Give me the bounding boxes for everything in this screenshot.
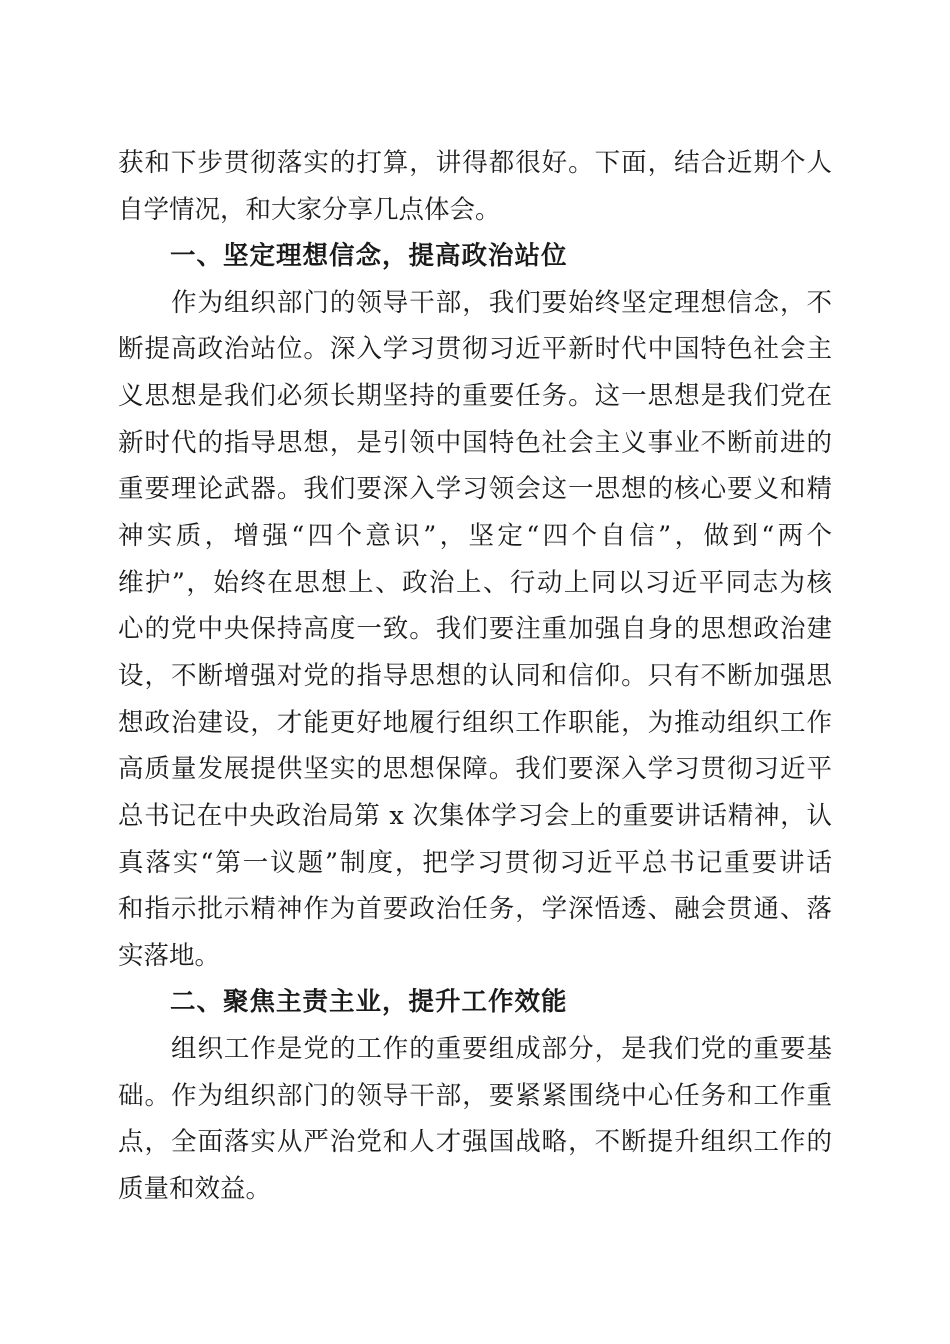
- section-1-line: 维护”，始终在思想上、政治上、行动上同以习近平同志为核: [118, 568, 832, 598]
- section-1-line: 高质量发展提供坚实的思想保障。我们要深入学习贯彻习近平: [118, 754, 832, 784]
- section-1-line: 重要理论武器。我们要深入学习领会这一思想的核心要义和精: [118, 474, 832, 504]
- section-1-line: 真落实“第一议题”制度，把学习贯彻习近平总书记重要讲话: [118, 848, 832, 878]
- intro-line-2: 自学情况，和大家分享几点体会。: [118, 195, 501, 225]
- section-1-line: 新时代的指导思想，是引领中国特色社会主义事业不断前进的: [118, 428, 832, 458]
- section-1-line: 义思想是我们必须长期坚持的重要任务。这一思想是我们党在: [118, 381, 832, 411]
- section-1-line: 和指示批示精神作为首要政治任务，学深悟透、融会贯通、落: [118, 894, 832, 924]
- section-1-line: 心的党中央保持高度一致。我们要注重加强自身的思想政治建: [118, 614, 832, 644]
- section-1-line: 总书记在中央政治局第 x 次集体学习会上的重要讲话精神，认: [118, 801, 832, 831]
- section-1-line: 设，不断增强对党的指导思想的认同和信仰。只有不断加强思: [118, 661, 832, 691]
- section-1-line: 断提高政治站位。深入学习贯彻习近平新时代中国特色社会主: [118, 334, 832, 364]
- section-2-line: 点，全面落实从严治党和人才强国战略，不断提升组织工作的: [118, 1127, 832, 1157]
- section-1-line: 作为组织部门的领导干部，我们要始终坚定理想信念，不: [118, 288, 832, 318]
- section-1-line: 实落地。: [118, 941, 221, 971]
- section-1-line: 神实质，增强“四个意识”，坚定“四个自信”，做到“两个: [118, 521, 832, 551]
- section-2-line: 组织工作是党的工作的重要组成部分，是我们党的重要基: [118, 1034, 832, 1064]
- intro-line-1: 获和下步贯彻落实的打算，讲得都很好。下面，结合近期个人: [118, 148, 832, 178]
- section-2-heading: 二、聚焦主责主业，提升工作效能: [170, 987, 568, 1017]
- section-1-heading: 一、坚定理想信念，提高政治站位: [170, 241, 568, 271]
- section-2-line: 质量和效益。: [118, 1174, 272, 1204]
- section-2-line: 础。作为组织部门的领导干部，要紧紧围绕中心任务和工作重: [118, 1081, 832, 1111]
- section-1-line: 想政治建设，才能更好地履行组织工作职能，为推动组织工作: [118, 708, 832, 738]
